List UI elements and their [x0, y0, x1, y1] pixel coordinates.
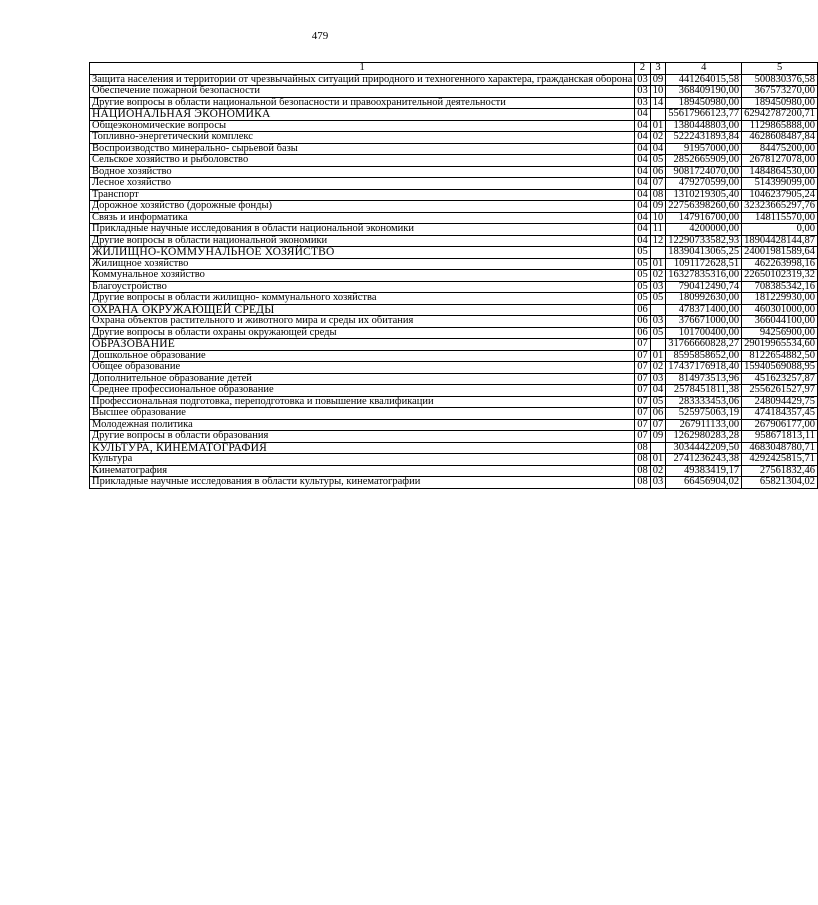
amount-year-2-cell: 4292425815,71: [742, 454, 818, 466]
amount-year-2-cell: 148115570,00: [742, 212, 818, 224]
table-row: [90, 419, 818, 431]
amount-year-2-cell: 1046237905,24: [742, 189, 818, 201]
row-name-cell: Коммунальное хозяйство: [90, 270, 635, 282]
amount-year-1-cell: 101700400,00: [666, 327, 742, 339]
table-row: [90, 201, 818, 213]
header-col-2: 2: [635, 63, 651, 75]
amount-year-2-cell: 367573270,00: [742, 86, 818, 98]
amount-year-2-cell: 1129865888,00: [742, 120, 818, 132]
subsection-code-cell: [650, 339, 666, 351]
subsection-code-cell: 10: [650, 212, 666, 224]
table-header: [90, 63, 818, 75]
section-code-cell: 04: [635, 120, 651, 132]
table-row: [90, 408, 818, 420]
table-row: [90, 316, 818, 328]
amount-year-2-cell: 366044100,00: [742, 316, 818, 328]
section-code-cell: 04: [635, 143, 651, 155]
section-code-cell: 04: [635, 166, 651, 178]
amount-year-2-cell: 2678127078,00: [742, 155, 818, 167]
row-name-cell: Транспорт: [90, 189, 635, 201]
amount-year-1-cell: 49383419,17: [666, 465, 742, 477]
row-name-cell: Охрана объектов растительного и животного мира и среды их обитания: [90, 316, 635, 328]
amount-year-1-cell: 814973513,96: [666, 373, 742, 385]
subsection-code-cell: 05: [650, 327, 666, 339]
subsection-code-cell: 09: [650, 431, 666, 443]
section-code-cell: 06: [635, 327, 651, 339]
amount-year-2-cell: 22650102319,32: [742, 270, 818, 282]
subsection-code-cell: 01: [650, 454, 666, 466]
row-name-cell: Другие вопросы в области национальной экономики: [90, 235, 635, 247]
table-row: [90, 385, 818, 397]
amount-year-1-cell: 2852665909,00: [666, 155, 742, 167]
table-row: [90, 74, 818, 86]
subsection-code-cell: 09: [650, 74, 666, 86]
table-row: [90, 120, 818, 132]
section-code-cell: 04: [635, 178, 651, 190]
amount-year-1-cell: 31766660828,27: [666, 339, 742, 351]
table-row: [90, 189, 818, 201]
section-code-cell: 05: [635, 293, 651, 305]
amount-year-2-cell: 500830376,58: [742, 74, 818, 86]
row-name-cell: Дополнительное образование детей: [90, 373, 635, 385]
row-name-cell: Другие вопросы в области национальной безопасности и правоохранительной деятельности: [90, 97, 635, 109]
section-code-cell: 04: [635, 189, 651, 201]
row-name-cell: Высшее образование: [90, 408, 635, 420]
budget-table: [89, 62, 818, 489]
section-code-cell: 08: [635, 454, 651, 466]
section-code-cell: 07: [635, 385, 651, 397]
row-name-cell: Защита населения и территории от чрезвычайных ситуаций природного и техногенного характера, гражданская оборона: [90, 74, 635, 86]
row-name-cell: Другие вопросы в области охраны окружающей среды: [90, 327, 635, 339]
amount-year-2-cell: 248094429,75: [742, 396, 818, 408]
amount-year-1-cell: 9081724070,00: [666, 166, 742, 178]
amount-year-2-cell: 462263998,16: [742, 258, 818, 270]
subsection-code-cell: 07: [650, 419, 666, 431]
section-code-cell: 04: [635, 109, 651, 121]
subsection-code-cell: 10: [650, 86, 666, 98]
subsection-code-cell: 02: [650, 132, 666, 144]
amount-year-2-cell: 24001981589,64: [742, 247, 818, 259]
row-name-cell: Сельское хозяйство и рыболовство: [90, 155, 635, 167]
section-code-cell: 07: [635, 373, 651, 385]
section-code-cell: 05: [635, 281, 651, 293]
amount-year-2-cell: 474184357,45: [742, 408, 818, 420]
amount-year-2-cell: 189450980,00: [742, 97, 818, 109]
amount-year-2-cell: 4628608487,84: [742, 132, 818, 144]
amount-year-1-cell: 18390413065,25: [666, 247, 742, 259]
subsection-code-cell: 01: [650, 258, 666, 270]
amount-year-1-cell: 441264015,58: [666, 74, 742, 86]
subsection-code-cell: 04: [650, 385, 666, 397]
section-code-cell: 03: [635, 86, 651, 98]
header-row: [90, 63, 818, 75]
table-row: [90, 258, 818, 270]
table-row: [90, 155, 818, 167]
section-code-cell: 07: [635, 339, 651, 351]
section-code-cell: 03: [635, 97, 651, 109]
subsection-code-cell: 02: [650, 465, 666, 477]
section-code-cell: 08: [635, 477, 651, 489]
amount-year-2-cell: 0,00: [742, 224, 818, 236]
table-row: [90, 327, 818, 339]
amount-year-1-cell: 8595858652,00: [666, 350, 742, 362]
section-code-cell: 07: [635, 431, 651, 443]
header-col-5: 5: [742, 63, 818, 75]
row-name-cell: ОХРАНА ОКРУЖАЮЩЕЙ СРЕДЫ: [90, 304, 635, 316]
header-col-1: 1: [90, 63, 635, 75]
section-code-cell: 07: [635, 396, 651, 408]
subsection-code-cell: [650, 442, 666, 454]
amount-year-1-cell: 790412490,74: [666, 281, 742, 293]
row-name-cell: ОБРАЗОВАНИЕ: [90, 339, 635, 351]
amount-year-2-cell: 708385342,16: [742, 281, 818, 293]
section-code-cell: 04: [635, 235, 651, 247]
amount-year-2-cell: 27561832,46: [742, 465, 818, 477]
amount-year-1-cell: 12290733582,93: [666, 235, 742, 247]
amount-year-2-cell: 181229930,00: [742, 293, 818, 305]
table-row: [90, 373, 818, 385]
row-name-cell: Общеэкономические вопросы: [90, 120, 635, 132]
amount-year-1-cell: 189450980,00: [666, 97, 742, 109]
subsection-code-cell: 11: [650, 224, 666, 236]
amount-year-2-cell: 29019965534,60: [742, 339, 818, 351]
amount-year-1-cell: 283333453,06: [666, 396, 742, 408]
subsection-code-cell: 03: [650, 477, 666, 489]
section-code-cell: 05: [635, 270, 651, 282]
header-col-3: 3: [650, 63, 666, 75]
section-code-cell: 07: [635, 362, 651, 374]
section-code-cell: 03: [635, 74, 651, 86]
amount-year-1-cell: 478371400,00: [666, 304, 742, 316]
table-row: [90, 97, 818, 109]
amount-year-1-cell: 479270599,00: [666, 178, 742, 190]
amount-year-2-cell: 84475200,00: [742, 143, 818, 155]
row-name-cell: Воспроизводство минерально- сырьевой базы: [90, 143, 635, 155]
table-row: [90, 132, 818, 144]
amount-year-1-cell: 5222431893,84: [666, 132, 742, 144]
amount-year-1-cell: 91957000,00: [666, 143, 742, 155]
header-col-4: 4: [666, 63, 742, 75]
amount-year-1-cell: 180992630,00: [666, 293, 742, 305]
section-code-cell: 06: [635, 304, 651, 316]
amount-year-2-cell: 18904428144,87: [742, 235, 818, 247]
row-name-cell: ЖИЛИЩНО-КОММУНАЛЬНОЕ ХОЗЯЙСТВО: [90, 247, 635, 259]
row-name-cell: КУЛЬТУРА, КИНЕМАТОГРАФИЯ: [90, 442, 635, 454]
table-row: [90, 166, 818, 178]
amount-year-2-cell: 451623257,87: [742, 373, 818, 385]
subsection-code-cell: 14: [650, 97, 666, 109]
row-name-cell: Прикладные научные исследования в области национальной экономики: [90, 224, 635, 236]
row-name-cell: Связь и информатика: [90, 212, 635, 224]
section-code-cell: 07: [635, 350, 651, 362]
subsection-code-cell: 05: [650, 293, 666, 305]
section-code-cell: 04: [635, 212, 651, 224]
table-row: [90, 477, 818, 489]
section-code-cell: 04: [635, 132, 651, 144]
table-row: [90, 350, 818, 362]
subsection-code-cell: 05: [650, 155, 666, 167]
subsection-code-cell: [650, 247, 666, 259]
subsection-code-cell: 06: [650, 166, 666, 178]
page-number: 479: [311, 30, 329, 42]
section-code-cell: 05: [635, 247, 651, 259]
amount-year-2-cell: 1484864530,00: [742, 166, 818, 178]
subsection-code-cell: 09: [650, 201, 666, 213]
table-row: [90, 224, 818, 236]
section-code-cell: 07: [635, 419, 651, 431]
table-row: [90, 143, 818, 155]
table-row: [90, 293, 818, 305]
amount-year-1-cell: 66456904,02: [666, 477, 742, 489]
subsection-code-cell: 04: [650, 143, 666, 155]
row-name-cell: Другие вопросы в области жилищно- коммунального хозяйства: [90, 293, 635, 305]
section-code-cell: 08: [635, 465, 651, 477]
row-name-cell: Прикладные научные исследования в области культуры, кинематографии: [90, 477, 635, 489]
table-row: [90, 235, 818, 247]
amount-year-1-cell: 55617966123,77: [666, 109, 742, 121]
amount-year-2-cell: 2556261527,97: [742, 385, 818, 397]
subsection-code-cell: 03: [650, 373, 666, 385]
section-code-cell: 07: [635, 408, 651, 420]
section-row: [90, 247, 818, 259]
subsection-code-cell: 08: [650, 189, 666, 201]
amount-year-1-cell: 4200000,00: [666, 224, 742, 236]
amount-year-1-cell: 368409190,00: [666, 86, 742, 98]
subsection-code-cell: 01: [650, 120, 666, 132]
amount-year-1-cell: 16327835316,00: [666, 270, 742, 282]
table-row: [90, 362, 818, 374]
amount-year-2-cell: 15940569088,95: [742, 362, 818, 374]
amount-year-1-cell: 22756398260,60: [666, 201, 742, 213]
amount-year-2-cell: 958671813,11: [742, 431, 818, 443]
row-name-cell: Жилищное хозяйство: [90, 258, 635, 270]
section-row: [90, 442, 818, 454]
amount-year-1-cell: 2578451811,38: [666, 385, 742, 397]
amount-year-1-cell: 147916700,00: [666, 212, 742, 224]
table-row: [90, 178, 818, 190]
section-code-cell: 08: [635, 442, 651, 454]
row-name-cell: Кинематография: [90, 465, 635, 477]
amount-year-1-cell: 525975063,19: [666, 408, 742, 420]
table-row: [90, 465, 818, 477]
amount-year-2-cell: 62942787200,71: [742, 109, 818, 121]
section-row: [90, 109, 818, 121]
amount-year-1-cell: 1310219305,40: [666, 189, 742, 201]
table-row: [90, 454, 818, 466]
table-row: [90, 281, 818, 293]
subsection-code-cell: 03: [650, 281, 666, 293]
row-name-cell: Водное хозяйство: [90, 166, 635, 178]
subsection-code-cell: 06: [650, 408, 666, 420]
table-row: [90, 212, 818, 224]
subsection-code-cell: 03: [650, 316, 666, 328]
row-name-cell: Среднее профессиональное образование: [90, 385, 635, 397]
subsection-code-cell: [650, 109, 666, 121]
amount-year-2-cell: 8122654882,50: [742, 350, 818, 362]
table-row: [90, 86, 818, 98]
section-code-cell: 04: [635, 224, 651, 236]
amount-year-1-cell: 1380448803,00: [666, 120, 742, 132]
row-name-cell: Дошкольное образование: [90, 350, 635, 362]
amount-year-1-cell: 3034442209,50: [666, 442, 742, 454]
row-name-cell: Обеспечение пожарной безопасности: [90, 86, 635, 98]
section-code-cell: 04: [635, 155, 651, 167]
section-row: [90, 304, 818, 316]
amount-year-2-cell: 460301000,00: [742, 304, 818, 316]
amount-year-2-cell: 65821304,02: [742, 477, 818, 489]
amount-year-2-cell: 32323665297,76: [742, 201, 818, 213]
subsection-code-cell: 07: [650, 178, 666, 190]
amount-year-2-cell: 94256900,00: [742, 327, 818, 339]
row-name-cell: Лесное хозяйство: [90, 178, 635, 190]
section-code-cell: 06: [635, 316, 651, 328]
subsection-code-cell: 02: [650, 362, 666, 374]
subsection-code-cell: 01: [650, 350, 666, 362]
row-name-cell: Дорожное хозяйство (дорожные фонды): [90, 201, 635, 213]
table-row: [90, 396, 818, 408]
subsection-code-cell: 05: [650, 396, 666, 408]
amount-year-1-cell: 2741236243,38: [666, 454, 742, 466]
table-body: [90, 74, 818, 488]
amount-year-2-cell: 4683048780,71: [742, 442, 818, 454]
amount-year-1-cell: 267911133,00: [666, 419, 742, 431]
section-code-cell: 04: [635, 201, 651, 213]
table-row: [90, 431, 818, 443]
section-row: [90, 339, 818, 351]
amount-year-1-cell: 376671000,00: [666, 316, 742, 328]
amount-year-1-cell: 17437176918,40: [666, 362, 742, 374]
amount-year-1-cell: 1091172628,51: [666, 258, 742, 270]
row-name-cell: Профессиональная подготовка, переподготовка и повышение квалификации: [90, 396, 635, 408]
row-name-cell: Другие вопросы в области образования: [90, 431, 635, 443]
amount-year-1-cell: 1262980283,28: [666, 431, 742, 443]
subsection-code-cell: 12: [650, 235, 666, 247]
row-name-cell: Общее образование: [90, 362, 635, 374]
section-code-cell: 05: [635, 258, 651, 270]
row-name-cell: Молодежная политика: [90, 419, 635, 431]
row-name-cell: Культура: [90, 454, 635, 466]
table-row: [90, 270, 818, 282]
row-name-cell: Топливно-энергетический комплекс: [90, 132, 635, 144]
row-name-cell: НАЦИОНАЛЬНАЯ ЭКОНОМИКА: [90, 109, 635, 121]
amount-year-2-cell: 514399099,00: [742, 178, 818, 190]
row-name-cell: Благоустройство: [90, 281, 635, 293]
subsection-code-cell: [650, 304, 666, 316]
subsection-code-cell: 02: [650, 270, 666, 282]
amount-year-2-cell: 267906177,00: [742, 419, 818, 431]
